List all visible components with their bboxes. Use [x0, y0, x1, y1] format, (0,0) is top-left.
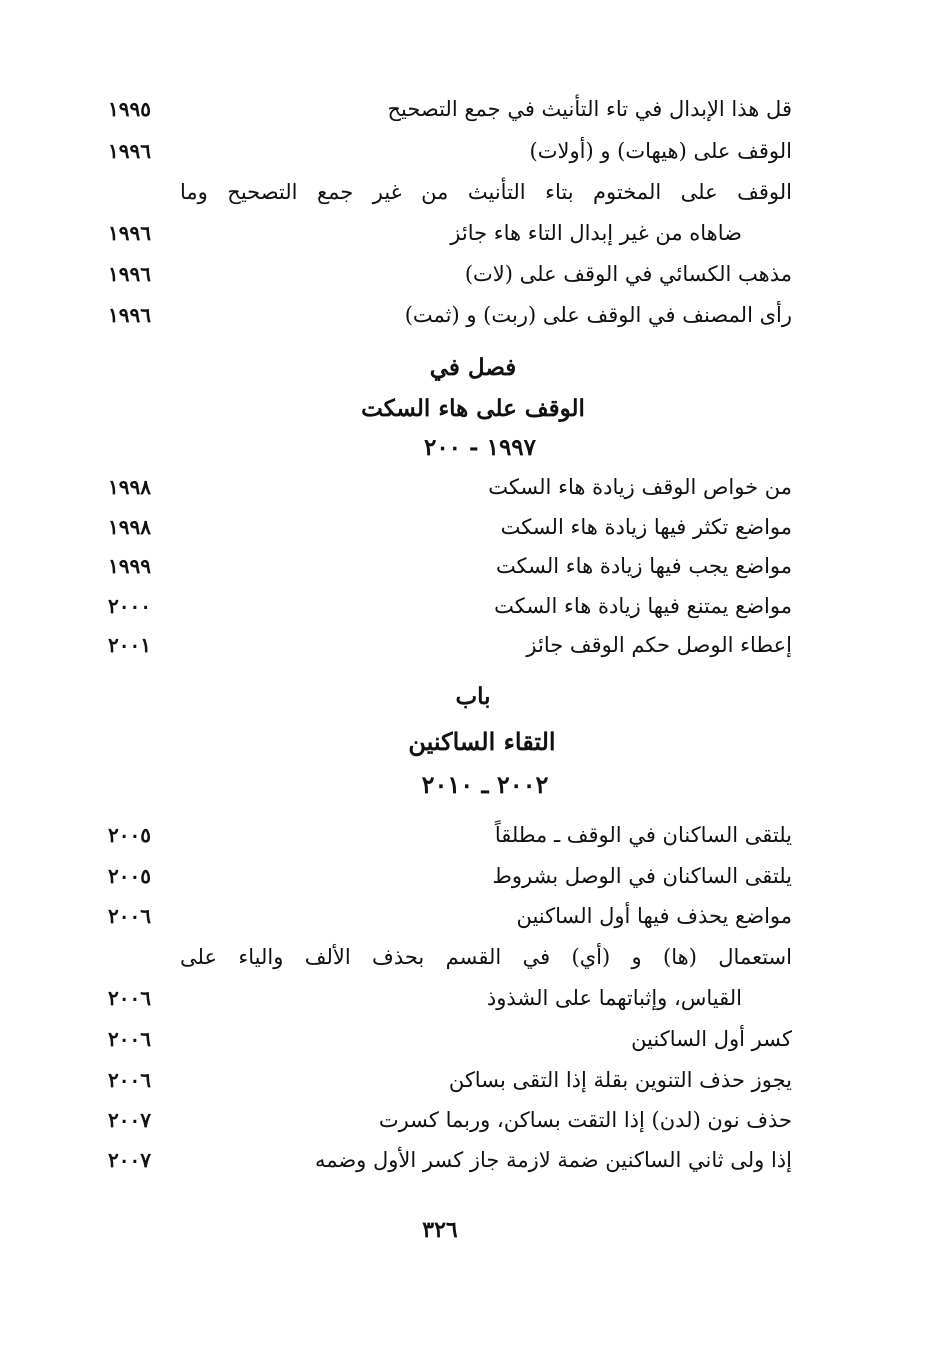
- page-number: ٣٢٦: [422, 1217, 458, 1243]
- entry-text: القياس، وإثباتهما على الشذوذ: [486, 986, 742, 1010]
- entry-page-number: ١٩٩٦: [108, 262, 151, 286]
- entry-page-number: ٢٠٠٧: [108, 1108, 151, 1132]
- entry-page-number: ١٩٩٥: [108, 97, 151, 121]
- entry-text: إعطاء الوصل حكم الوقف جائز: [526, 633, 792, 657]
- index-entry: [100, 546, 792, 586]
- entry-text: حذف نون (لدن) إذا التقت بساكن، وربما كسرت: [378, 1108, 792, 1132]
- index-entry: [100, 978, 792, 1018]
- entry-text: مواضع تكثر فيها زيادة هاء السكت: [500, 515, 792, 539]
- index-entry: [180, 937, 792, 977]
- entry-text: يجوز حذف التنوين بقلة إذا التقى بساكن: [448, 1068, 792, 1092]
- entry-text: قل هذا الإبدال في تاء التأنيث في جمع التصحيح: [387, 97, 792, 121]
- entry-page-number: ٢٠٠٦: [108, 1068, 151, 1092]
- entry-page-number: ٢٠٠٧: [108, 1148, 151, 1172]
- index-entry: [100, 586, 792, 626]
- index-entry: [180, 172, 792, 212]
- entry-page-number: ١٩٩٩: [108, 554, 151, 578]
- index-entry: [100, 856, 792, 896]
- entry-page-number: ٢٠٠٦: [108, 1027, 151, 1051]
- entry-page-number: ٢٠٠٥: [108, 823, 151, 847]
- entry-page-number: ١٩٩٦: [108, 303, 151, 327]
- section-page-range: ٢٠٠٢ ـ ٢٠١٠: [421, 770, 549, 799]
- index-entry: [100, 467, 792, 507]
- entry-text: الوقف على (هيهات) و (أولات): [529, 139, 792, 163]
- index-entry: [100, 896, 792, 936]
- entry-text: يلتقى الساكنان في الوقف ـ مطلقاً: [494, 823, 792, 847]
- index-entry: [100, 254, 792, 294]
- index-entry: [100, 295, 792, 335]
- entry-page-number: ٢٠٠٦: [108, 986, 151, 1010]
- entry-text: مواضع يجب فيها زيادة هاء السكت: [495, 554, 792, 578]
- entry-text: ضاهاه من غير إبدال التاء هاء جائز: [450, 221, 742, 245]
- entry-page-number: ٢٠٠١: [108, 633, 151, 657]
- entry-page-number: ٢٠٠٠: [108, 594, 151, 618]
- section-title: التقاء الساكنين: [408, 727, 556, 756]
- index-entry: [100, 625, 792, 665]
- entry-text: مذهب الكسائي في الوقف على (لات): [464, 262, 792, 286]
- entry-page-number: ١٩٩٦: [108, 139, 151, 163]
- entry-text: إذا ولى ثاني الساكنين ضمة لازمة جاز كسر الأول وضمه: [314, 1148, 792, 1172]
- entry-text: كسر أول الساكنين: [631, 1027, 792, 1051]
- index-entry: [100, 815, 792, 855]
- section-page-range: ١٩٩٧ - ٢٠٠: [423, 434, 537, 461]
- index-entry: [100, 213, 792, 253]
- entry-text: يلتقى الساكنان في الوصل بشروط: [492, 864, 792, 888]
- index-entry: [100, 1140, 792, 1180]
- index-entry: [100, 507, 792, 547]
- section-label: باب: [455, 683, 491, 710]
- index-entry: [100, 1019, 792, 1059]
- section-label: فصل في: [429, 354, 517, 381]
- entry-text: رأى المصنف في الوقف على (ربت) و (ثمت): [404, 303, 792, 327]
- entry-page-number: ١٩٩٨: [108, 475, 151, 499]
- entry-text: من خواص الوقف زيادة هاء السكت: [488, 475, 792, 499]
- entry-page-number: ١٩٩٦: [108, 221, 151, 245]
- entry-page-number: ٢٠٠٦: [108, 904, 151, 928]
- entry-page-number: ٢٠٠٥: [108, 864, 151, 888]
- index-entry: [100, 89, 792, 129]
- index-entry: [100, 1100, 792, 1140]
- index-entry: [100, 131, 792, 171]
- index-entry: [100, 1060, 792, 1100]
- entry-page-number: ١٩٩٨: [108, 515, 151, 539]
- entry-text: مواضع يحذف فيها أول الساكنين: [516, 904, 792, 928]
- section-title: الوقف على هاء السكت: [361, 395, 585, 422]
- entry-text: استعمال (ها) و (أي) في القسم بحذف الألف والياء على: [180, 945, 792, 969]
- entry-text: مواضع يمتنع فيها زيادة هاء السكت: [494, 594, 792, 618]
- entry-text: الوقف على المختوم بتاء التأنيث من غير جمع التصحيح وما: [180, 180, 792, 204]
